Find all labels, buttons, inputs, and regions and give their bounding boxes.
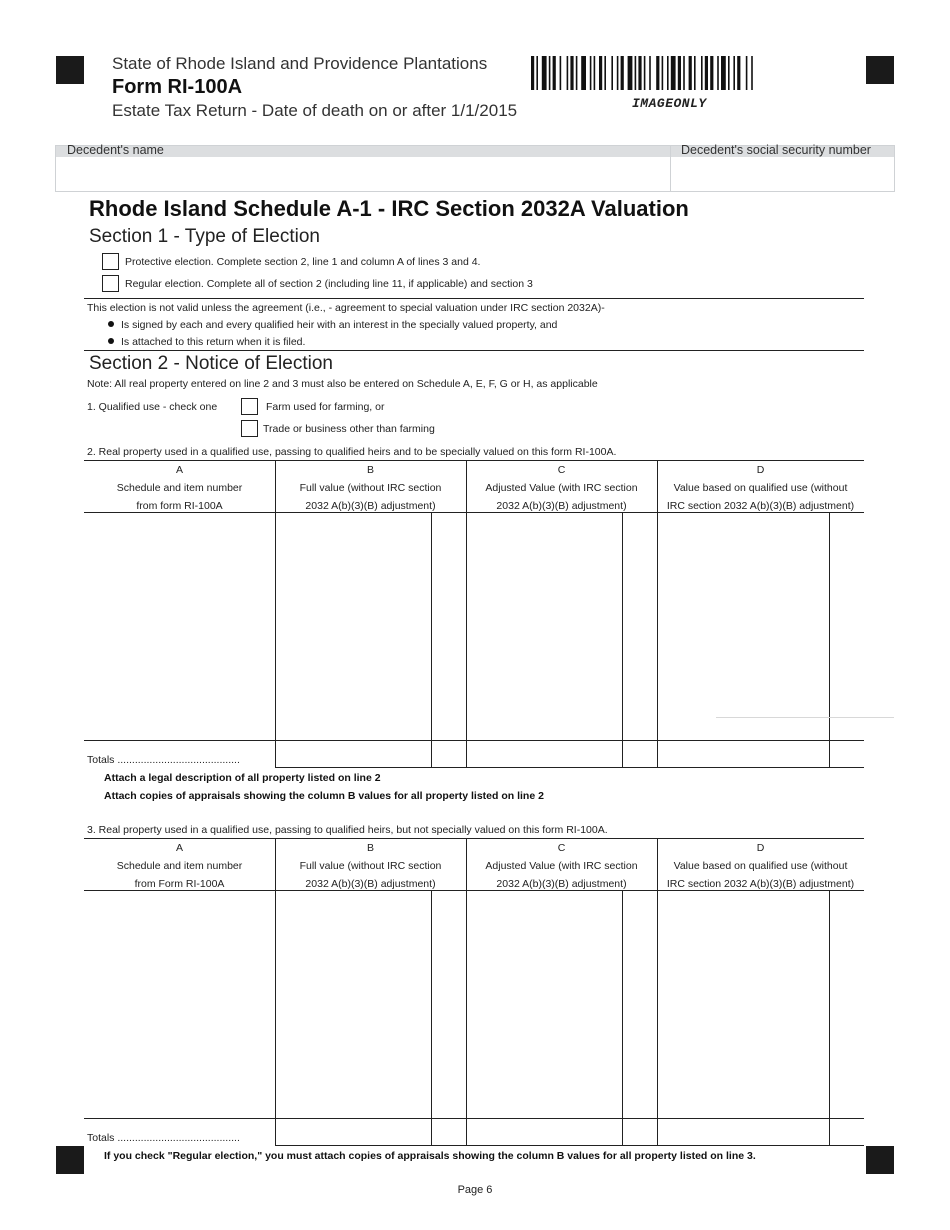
protective-election-checkbox[interactable]	[102, 253, 119, 270]
line3-col-c-header: C Adjusted Value (with IRC section 2032 A(b)(3)(B) adjustment)	[485, 842, 638, 890]
barcode-image	[531, 56, 817, 90]
regular-election-appraisal-note: If you check "Regular election," you must attach copies of appraisals showing the column B values for all property listed on line 3.	[104, 1150, 756, 1162]
protective-election-label: Protective election. Complete section 2, line 1 and column A of lines 3 and 4.	[125, 256, 481, 268]
line2-col-c-entry[interactable]	[467, 513, 621, 739]
line2-col-d-entry[interactable]	[658, 513, 828, 739]
line3-col-d-header: D Value based on qualified use (without IRC section 2032 A(b)(3)(B) adjustment)	[666, 842, 855, 890]
table-line2-cents-divider	[829, 512, 830, 768]
section2-title: Section 2 - Notice of Election	[89, 353, 333, 374]
schedule-title: Rhode Island Schedule A-1 - IRC Section 2032A Valuation	[89, 196, 689, 221]
farm-checkbox[interactable]	[241, 398, 258, 415]
line3-col-c-entry[interactable]	[467, 891, 621, 1117]
section2-note: Note: All real property entered on line 2 and 3 must also be entered on Schedule A, E, F, G or H, as applicable	[87, 378, 598, 390]
table-line3-cents-divider	[431, 890, 432, 1146]
validity-bullet-1: Is signed by each and every qualified heir with an interest in the specially valued property, and	[121, 319, 558, 331]
regular-election-checkbox[interactable]	[102, 275, 119, 292]
table-line2-cents-divider	[622, 512, 623, 768]
farm-label: Farm used for farming, or	[266, 401, 385, 413]
line3-col-d-entry[interactable]	[658, 891, 828, 1117]
line3-total-c-field[interactable]	[467, 1119, 621, 1144]
line3-col-b-header: B Full value (without IRC section 2032 A(b)(3)(B) adjustment)	[299, 842, 442, 890]
line2-totals-label: Totals ..........................................	[87, 754, 240, 766]
trade-business-label: Trade or business other than farming	[263, 423, 435, 435]
line2-col-b-entry[interactable]	[276, 513, 430, 739]
table-line3-bottom-rule	[275, 1145, 864, 1146]
bullet-icon	[108, 338, 114, 344]
line3-total-b-field[interactable]	[276, 1119, 430, 1144]
identity-separator	[670, 145, 671, 192]
validity-bullet-2: Is attached to this return when it is filed.	[121, 336, 306, 348]
validity-note: This election is not valid unless the agreement (i.e., - agreement to special valuation under IRC section 2032A)-	[87, 302, 605, 314]
line3-col-a-header: A Schedule and item number from Form RI-100A	[116, 842, 243, 890]
section1-title: Section 1 - Type of Election	[89, 226, 320, 247]
decedent-name-field[interactable]	[57, 158, 668, 190]
line2-col-b-header: B Full value (without IRC section 2032 A(b)(3)(B) adjustment)	[299, 464, 442, 512]
line2-col-a-entry[interactable]	[84, 513, 274, 739]
image-only-stamp: IMAGEONLY	[632, 96, 707, 111]
line2-total-b-field[interactable]	[276, 741, 430, 766]
line2-col-a-header: A Schedule and item number from form RI-100A	[116, 464, 243, 512]
form-number: Form RI-100A	[112, 76, 243, 98]
divider	[84, 350, 864, 351]
line2-col-d-header: D Value based on qualified use (without IRC section 2032 A(b)(3)(B) adjustment)	[666, 464, 855, 512]
page-number: Page 6	[457, 1184, 493, 1196]
line1-label: 1. Qualified use - check one	[87, 401, 218, 413]
attach-legal-description-note: Attach a legal description of all property listed on line 2	[104, 772, 381, 784]
divider	[84, 298, 864, 299]
table-line2-cents-divider	[431, 512, 432, 768]
line3-col-a-entry[interactable]	[84, 891, 274, 1117]
line3-col-b-entry[interactable]	[276, 891, 430, 1117]
decedent-ssn-field[interactable]	[672, 158, 893, 190]
table-line3-cents-divider	[829, 890, 830, 1146]
line3-totals-label: Totals ..........................................	[87, 1132, 240, 1144]
line2-total-d-field[interactable]	[658, 741, 828, 766]
attach-appraisals-note: Attach copies of appraisals showing the column B values for all property listed on line 2	[104, 790, 544, 802]
table-line3-cents-divider	[622, 890, 623, 1146]
decedent-name-label: Decedent's name	[67, 143, 164, 157]
line3-label: 3. Real property used in a qualified use, passing to qualified heirs, but not specially valued on this form RI-100A.	[87, 824, 608, 836]
regular-election-label: Regular election. Complete all of section 2 (including line 11, if applicable) and section 3	[125, 278, 533, 290]
bullet-icon	[108, 321, 114, 327]
trade-business-checkbox[interactable]	[241, 420, 258, 437]
table-line2-bottom-rule	[275, 767, 864, 768]
registration-mark-bottom-right	[866, 1146, 894, 1174]
decedent-ssn-label: Decedent's social security number	[681, 143, 871, 157]
registration-mark-top-right	[866, 56, 894, 84]
line3-total-d-field[interactable]	[658, 1119, 828, 1144]
registration-mark-bottom-left	[56, 1146, 84, 1174]
line2-label: 2. Real property used in a qualified use, passing to qualified heirs and to be specially valued on this form RI-100A.	[87, 446, 617, 458]
line2-col-c-header: C Adjusted Value (with IRC section 2032 A(b)(3)(B) adjustment)	[485, 464, 638, 512]
state-name: State of Rhode Island and Providence Plantations	[112, 54, 488, 73]
registration-mark-top-left	[56, 56, 84, 84]
line2-total-c-field[interactable]	[467, 741, 621, 766]
form-subtitle: Estate Tax Return - Date of death on or after 1/1/2015	[112, 101, 518, 120]
